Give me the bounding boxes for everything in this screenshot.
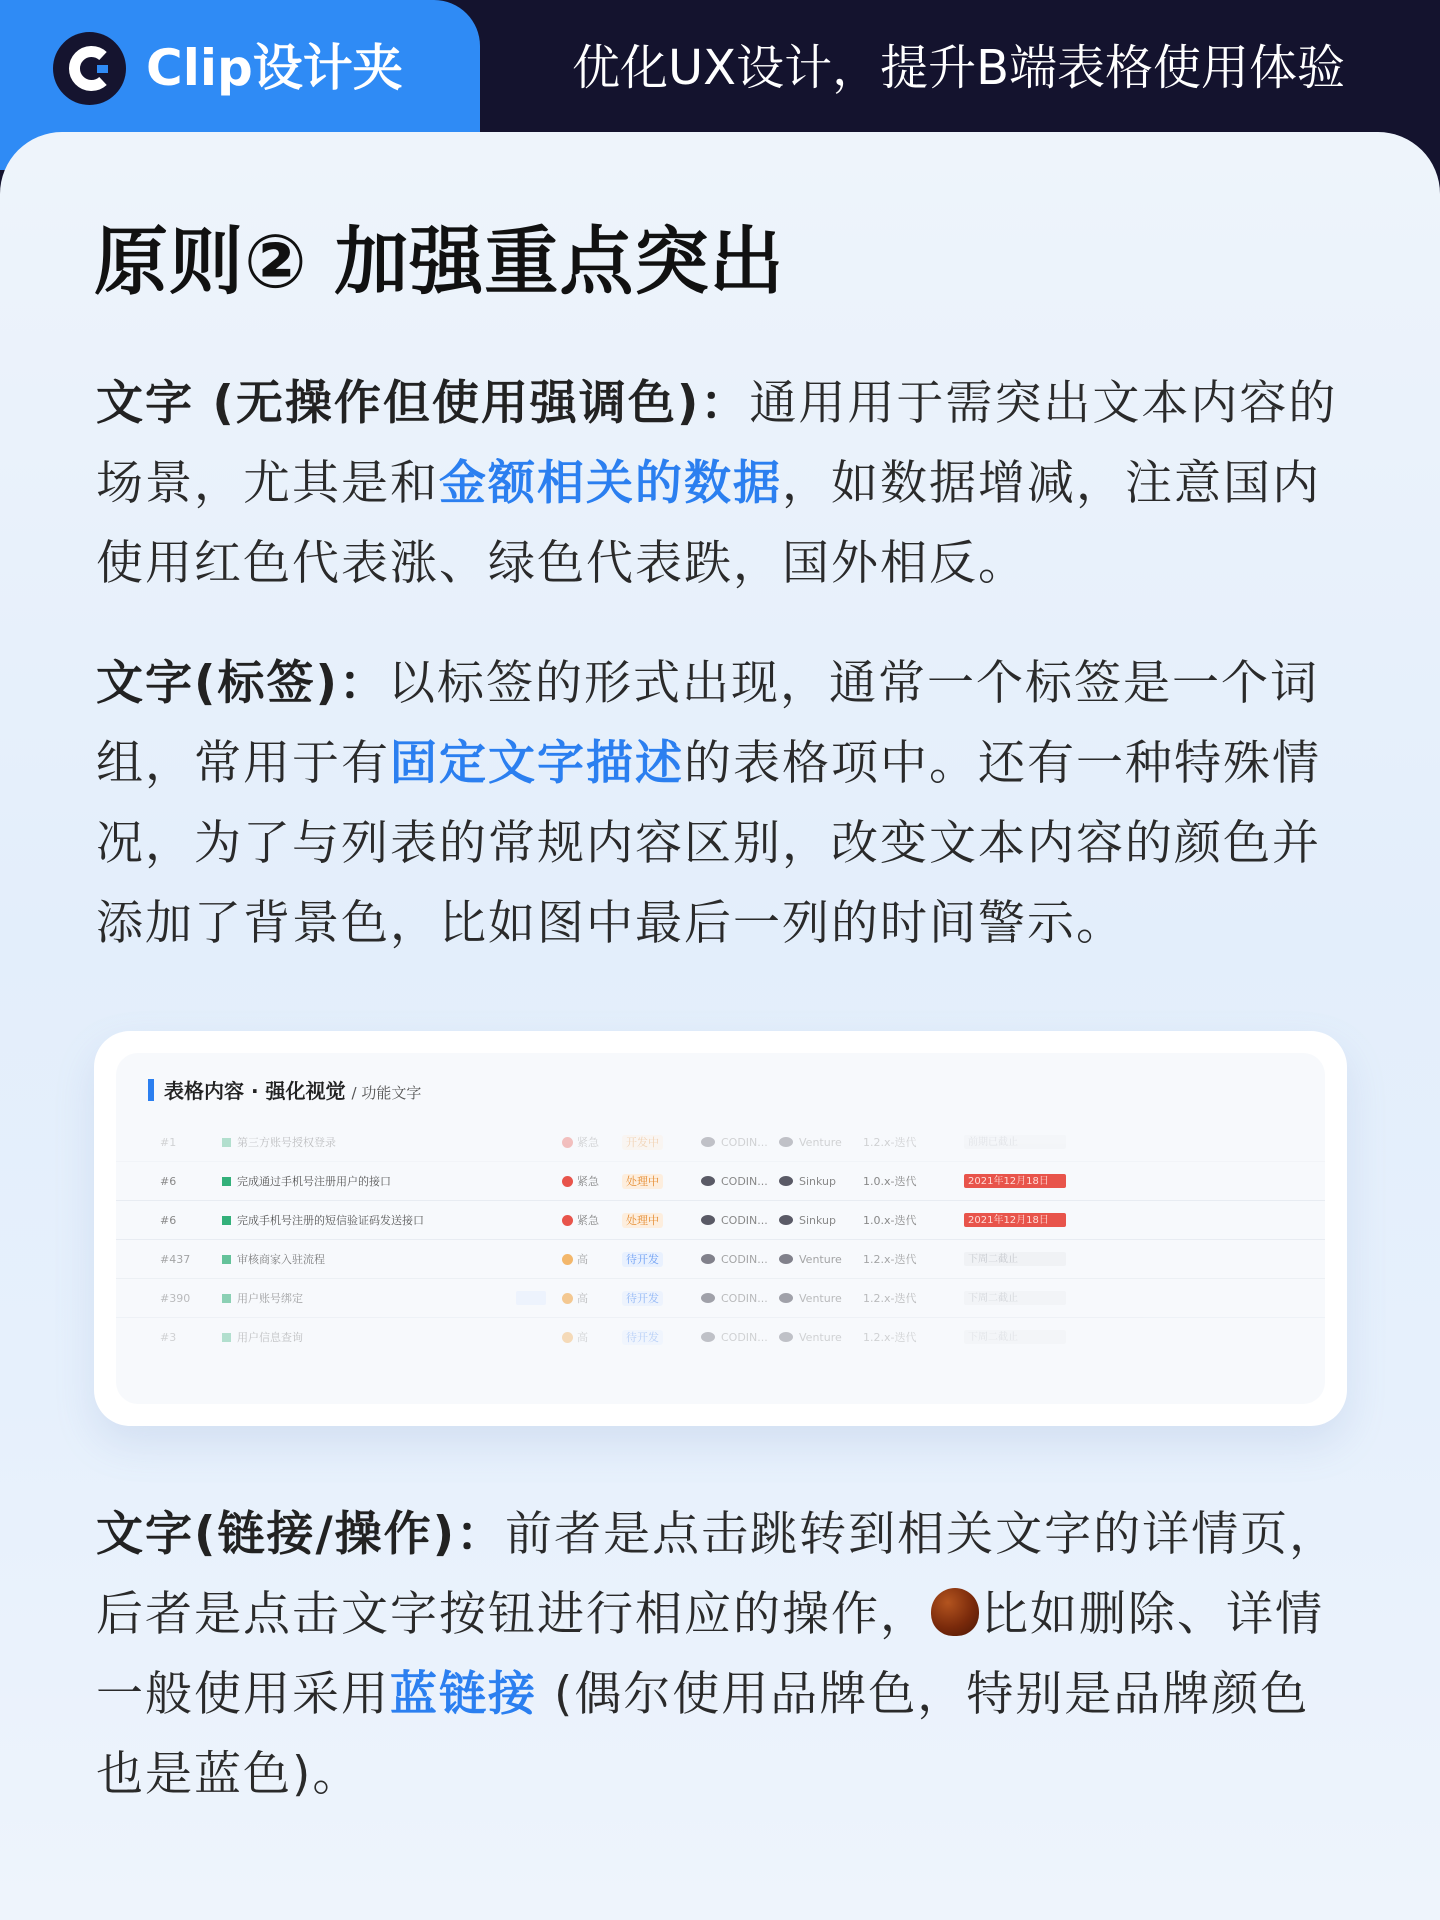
page-heading: 原则② 加强重点突出: [94, 219, 785, 305]
paragraph-highlight: 金额相关的数据: [439, 456, 782, 511]
row-reviewer: Sinkup: [779, 1174, 836, 1189]
row-status-tag: 处理中: [622, 1174, 663, 1189]
row-priority: 紧急: [562, 1174, 599, 1189]
row-id: #437: [160, 1253, 191, 1266]
row-assignee: CODIN...: [701, 1213, 768, 1228]
row-version: 1.2.x-迭代: [863, 1136, 917, 1149]
row-status-tag: 待开发: [622, 1252, 663, 1267]
row-reviewer: Venture: [779, 1291, 842, 1306]
paragraph-lead: 文字 (无操作但使用强调色)：: [96, 376, 750, 431]
row-deadline-tag: 2021年12月18日: [964, 1213, 1066, 1227]
paragraph-text-tag: [96, 644, 1346, 964]
row-id: #6: [160, 1175, 177, 1188]
row-task[interactable]: 用户账号绑定: [222, 1291, 303, 1306]
row-assignee: CODIN...: [701, 1252, 768, 1267]
brand-name: Clip设计夹: [146, 39, 403, 97]
row-task[interactable]: 审核商家入驻流程: [222, 1252, 325, 1267]
row-id: #6: [160, 1214, 177, 1227]
paragraph-text-link: [96, 1495, 1346, 1815]
paragraph-text: 比如删除、详情一般使用采用: [96, 1587, 1324, 1722]
row-deadline-tag: 前期已截止: [964, 1135, 1066, 1149]
row-task[interactable]: 完成通过手机号注册用户的接口: [222, 1174, 391, 1189]
row-id: #1: [160, 1136, 177, 1149]
paragraph-text: 以标签的形式出现，通常一个标签是一个词组，常用于有: [96, 656, 1319, 791]
row-version: 1.0.x-迭代: [863, 1175, 917, 1188]
paragraph-text: ，如数据增减，注意国内使用红色代表涨、绿色代表跌，国外相反。: [96, 456, 1321, 591]
table-rows: [116, 1123, 1325, 1357]
paragraph-highlight: 固定文字描述: [390, 736, 684, 791]
row-reviewer: Venture: [779, 1135, 842, 1150]
row-status-tag: 待开发: [622, 1330, 663, 1345]
row-id: #3: [160, 1331, 177, 1344]
row-task[interactable]: 完成手机号注册的短信验证码发送接口: [222, 1213, 424, 1228]
row-version: 1.2.x-迭代: [863, 1331, 917, 1344]
table-row: [116, 1201, 1325, 1240]
row-reviewer: Venture: [779, 1252, 842, 1267]
chestnut-icon: [931, 1588, 979, 1636]
paragraph-lead: 文字(标签)：: [96, 656, 388, 711]
row-version: 1.0.x-迭代: [863, 1214, 917, 1227]
content-card: [0, 132, 1440, 1920]
paragraph-lead: 文字(链接/操作)：: [96, 1507, 506, 1562]
row-version: 1.2.x-迭代: [863, 1292, 917, 1305]
row-assignee: CODIN...: [701, 1174, 768, 1189]
table-row: [116, 1318, 1325, 1357]
row-deadline-tag: 下周二截止: [964, 1291, 1066, 1305]
paragraph-text: (偶尔使用品牌色，特别是品牌颜色也是蓝色)。: [96, 1667, 1310, 1802]
row-deadline-tag: 2021年12月18日: [964, 1174, 1066, 1188]
table-screenshot-title: [148, 1077, 421, 1107]
paragraph-highlight: 蓝链接: [390, 1667, 537, 1722]
table-row: [116, 1123, 1325, 1162]
row-reviewer: Venture: [779, 1330, 842, 1345]
row-deadline-tag: 下周二截止: [964, 1330, 1066, 1344]
table-screenshot: [94, 1031, 1347, 1426]
row-task[interactable]: 第三方账号授权登录: [222, 1135, 336, 1150]
row-assignee: CODIN...: [701, 1330, 768, 1345]
paragraph-text: 前者是点击跳转到相关文字的详情页，后者是点击文字按钮进行相应的操作，: [96, 1507, 1339, 1642]
row-assignee: CODIN...: [701, 1135, 768, 1150]
paragraph-text-emphasis: [96, 364, 1346, 604]
clip-logo-icon: [53, 32, 126, 105]
row-priority: 高: [562, 1291, 588, 1306]
paragraph-text: 通用用于需突出文本内容的场景，尤其是和: [96, 376, 1338, 511]
row-status-tag: 处理中: [622, 1213, 663, 1228]
row-status-tag: 待开发: [622, 1291, 663, 1306]
table-row: [116, 1279, 1325, 1318]
row-priority: 高: [562, 1252, 588, 1267]
paragraph-text: 的表格项中。还有一种特殊情况，为了与列表的常规内容区别，改变文本内容的颜色并添加了背景色，比如图中最后一列的时间警示。: [96, 736, 1321, 951]
row-status-tag: 开发中: [622, 1135, 663, 1150]
row-version: 1.2.x-迭代: [863, 1253, 917, 1266]
row-mini-tag: [516, 1291, 546, 1305]
title-accent-bar: [148, 1079, 154, 1101]
row-priority: 紧急: [562, 1213, 599, 1228]
row-id: #390: [160, 1292, 191, 1305]
row-priority: 紧急: [562, 1135, 599, 1150]
table-title: 表格内容 · 强化视觉: [164, 1079, 346, 1103]
row-reviewer: Sinkup: [779, 1213, 836, 1228]
table-row: [116, 1162, 1325, 1201]
row-priority: 高: [562, 1330, 588, 1345]
row-task[interactable]: 用户信息查询: [222, 1330, 303, 1345]
row-assignee: CODIN...: [701, 1291, 768, 1306]
header-title: 优化UX设计，提升B端表格使用体验: [572, 40, 1345, 96]
table-subtitle: / 功能文字: [351, 1084, 422, 1102]
row-deadline-tag: 下周二截止: [964, 1252, 1066, 1266]
table-screenshot-inner: [116, 1053, 1325, 1404]
table-row: [116, 1240, 1325, 1279]
